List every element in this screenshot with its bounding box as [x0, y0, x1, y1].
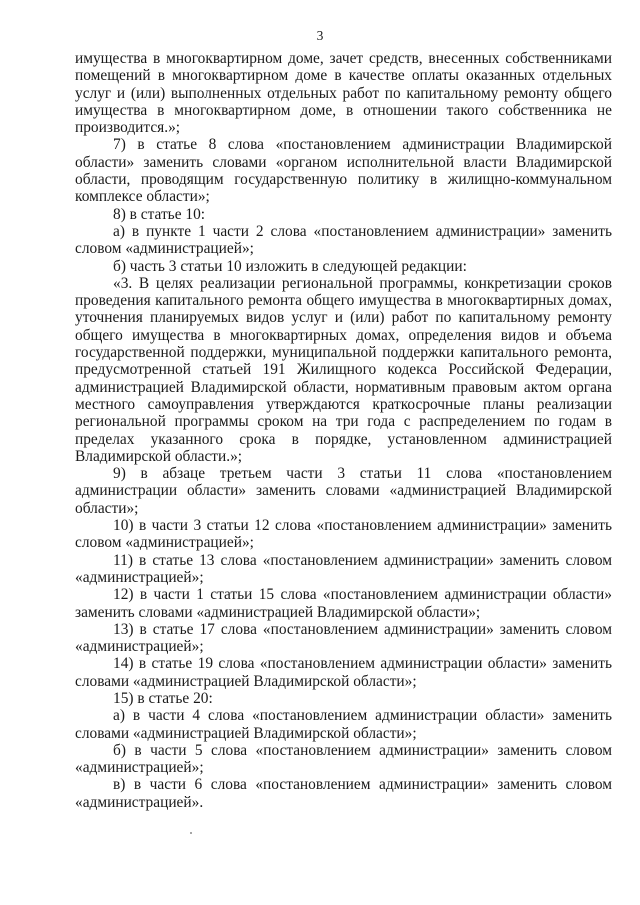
document-body	[75, 50, 612, 811]
paragraph: 15) в статье 20:	[113, 689, 213, 707]
page-number: 3	[316, 28, 324, 43]
paragraph: 8) в статье 10:	[113, 205, 206, 223]
paragraph: в) в части 6 слова «постановлением администрации» заменить словом «администрацией».	[75, 776, 612, 811]
paragraph: имущества в многоквартирном доме, зачет средств, внесенных собственниками помещений в многоквартирном доме в качестве оплаты оказанных отдельных услуг и (или) выполненных отдельных работ по капитальному ремонту общего имущества в многоквартирном доме, в отношении такого собственника не производится.»;	[75, 50, 612, 137]
paragraph: 14) в статье 19 слова «постановлением администрации области» заменить словами «администрацией Владимирской области»;	[75, 655, 612, 690]
paragraph: 11) в статье 13 слова «постановлением администрации» заменить словом «администрацией»;	[75, 551, 612, 586]
scan-speck	[190, 832, 192, 834]
paragraph: б) часть 3 статьи 10 изложить в следующей редакции:	[113, 257, 467, 275]
paragraph: 10) в части 3 статьи 12 слова «постановлением администрации» заменить словом «администрацией»;	[75, 517, 612, 552]
paragraph: 12) в части 1 статьи 15 слова «постановлением администрации области» заменить словами «администрацией Владимирской области»;	[75, 586, 612, 621]
paragraph: 9) в абзаце третьем части 3 статьи 11 слова «постановлением администрации области» заменить словами «администрацией Владимирской области»;	[75, 465, 612, 517]
paragraph: 7) в статье 8 слова «постановлением администрации Владимирской области» заменить словами «органом исполнительной власти Владимирской области, проводящим государственную политику в жилищно-коммунальном комплексе области»;	[75, 136, 612, 206]
paragraph: а) в части 4 слова «постановлением администрации области» заменить словами «администрацией Владимирской области»;	[75, 707, 612, 742]
paragraph: а) в пункте 1 части 2 слова «постановлением администрации» заменить словом «администрацией»;	[75, 222, 612, 258]
paragraph: б) в части 5 слова «постановлением администрации» заменить словом «администрацией»;	[75, 741, 612, 777]
paragraph: 13) в статье 17 слова «постановлением администрации» заменить словом «администрацией»;	[75, 620, 612, 656]
paragraph: «3. В целях реализации региональной программы, конкретизации сроков проведения капитального ремонта общего имущества в многоквартирных домах, уточнения планируемых видов услуг и (или) работ по капитальному ремонту общего имущества в многоквартирных домах, определения видов и объема государственной поддержки, муниципальной поддержки капитального ремонта, предусмотренной статьей 191 Жилищного кодекса Российской Федерации, администрацией Владимирской области, нормативным правовым актом органа местного самоуправления утверждаются краткосрочные планы реализации региональной программы сроком на три года с распределением по годам в пределах указанного срока в порядке, установленном администрацией Владимирской области.»;	[75, 274, 612, 465]
